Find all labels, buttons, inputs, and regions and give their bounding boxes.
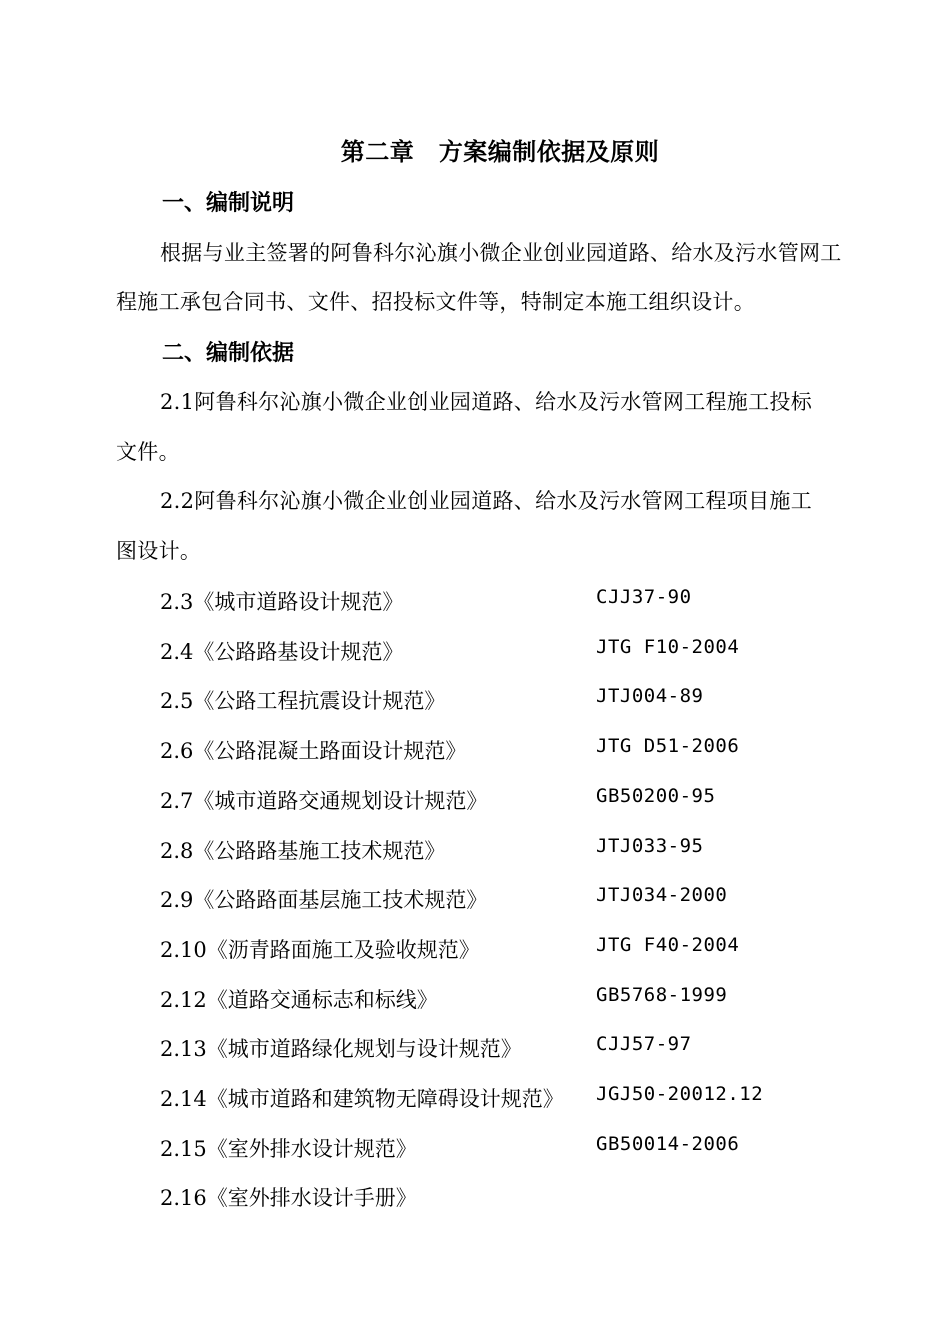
reference-title: 2.6《公路混凝土路面设计规范》 xyxy=(160,739,467,764)
reference-row xyxy=(0,1133,950,1163)
reference-title: 2.15《室外排水设计规范》 xyxy=(160,1136,417,1161)
section-heading-basis: 二、编制依据 xyxy=(162,340,295,366)
reference-row xyxy=(0,1033,950,1063)
reference-title: 2.12《道路交通标志和标线》 xyxy=(160,987,438,1012)
reference-title: 2.5《公路工程抗震设计规范》 xyxy=(160,689,446,714)
basis-item-line: 文件。 xyxy=(116,440,180,464)
reference-title: 2.7《城市道路交通规划设计规范》 xyxy=(160,788,488,813)
paragraph-line: 根据与业主签署的阿鲁科尔沁旗小微企业创业园道路、给水及污水管网工 xyxy=(160,241,842,265)
reference-code: GB50200-95 xyxy=(596,784,716,807)
reference-row xyxy=(0,884,950,914)
reference-row xyxy=(0,984,950,1014)
reference-title: 2.9《公路路面基层施工技术规范》 xyxy=(160,888,488,913)
reference-title: 2.16《室外排水设计手册》 xyxy=(160,1186,417,1211)
reference-code: JTG D51-2006 xyxy=(596,735,740,758)
basis-item-line: 2.1阿鲁科尔沁旗小微企业创业园道路、给水及污水管网工程施工投标 xyxy=(160,390,812,414)
reference-title: 2.8《公路路基施工技术规范》 xyxy=(160,838,446,863)
reference-code: JGJ50-20012.12 xyxy=(596,1083,764,1105)
section-heading-description: 一、编制说明 xyxy=(162,190,295,216)
reference-code: JTJ004-89 xyxy=(596,685,704,708)
reference-row xyxy=(0,636,950,666)
reference-code: CJJ57-97 xyxy=(596,1033,692,1056)
reference-row xyxy=(0,934,950,964)
reference-row xyxy=(0,785,950,815)
reference-title: 2.4《公路路基设计规范》 xyxy=(160,639,404,664)
reference-code: JTJ033-95 xyxy=(596,834,704,857)
reference-code: GB50014-2006 xyxy=(596,1132,740,1155)
chapter-title: 第二章 方案编制依据及原则 xyxy=(340,137,660,166)
basis-item-line: 2.2阿鲁科尔沁旗小微企业创业园道路、给水及污水管网工程项目施工 xyxy=(160,489,812,513)
reference-row xyxy=(0,835,950,865)
basis-item-line: 图设计。 xyxy=(116,539,202,563)
reference-row xyxy=(0,685,950,715)
reference-row xyxy=(0,586,950,616)
reference-title: 2.14《城市道路和建筑物无障碍设计规范》 xyxy=(160,1087,564,1111)
reference-code: JTG F10-2004 xyxy=(596,635,740,658)
reference-code: JTJ034-2000 xyxy=(596,884,728,907)
reference-code: JTG F40-2004 xyxy=(596,933,740,956)
reference-row xyxy=(0,1083,950,1113)
reference-row xyxy=(0,735,950,765)
reference-row xyxy=(0,1182,950,1212)
reference-code: GB5768-1999 xyxy=(596,983,728,1006)
reference-code: CJJ37-90 xyxy=(596,586,692,608)
paragraph-line: 程施工承包合同书、文件、招投标文件等，特制定本施工组织设计。 xyxy=(116,290,755,314)
reference-title: 2.3《城市道路设计规范》 xyxy=(160,590,404,614)
reference-title: 2.13《城市道路绿化规划与设计规范》 xyxy=(160,1037,522,1062)
reference-title: 2.10《沥青路面施工及验收规范》 xyxy=(160,937,480,962)
